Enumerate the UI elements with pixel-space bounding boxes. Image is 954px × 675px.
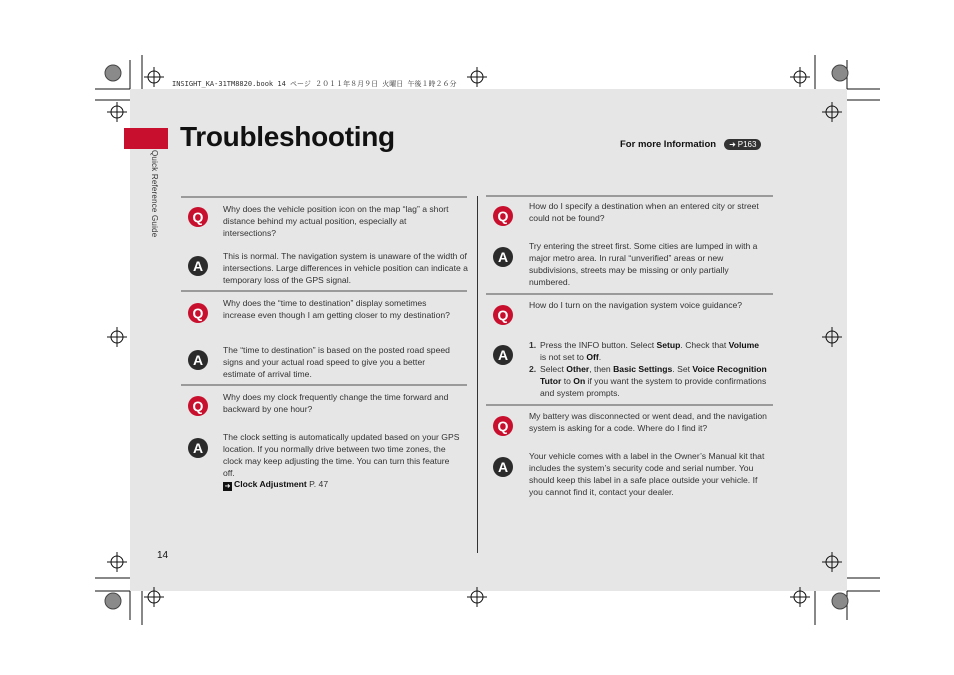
step-text: . xyxy=(598,352,602,362)
answer-badge: A xyxy=(188,256,208,276)
answer-text: The clock setting is automatically updated based on your GPS location. If you normally drive between two time zones, the clock may keep adjusting the time. You can turn this feature off. xyxy=(223,432,460,478)
print-header: INSIGHT_KA-31TM8820.book 14 ページ ２０１１年８月９日 火曜日 午後１時２６分 xyxy=(172,80,457,88)
separator xyxy=(181,290,467,292)
step-bold: Volume xyxy=(728,340,760,350)
question-text: Why does my clock frequently change the time forward and backward by one hour? xyxy=(223,392,449,414)
answer-badge: A xyxy=(188,350,208,370)
section-tab xyxy=(124,128,168,149)
side-section-label: Quick Reference Guide xyxy=(150,150,159,238)
separator xyxy=(486,195,773,197)
step-text: Press the INFO button. Select xyxy=(540,340,657,350)
question-badge: Q xyxy=(188,207,208,227)
more-info xyxy=(620,139,761,150)
step-item xyxy=(529,339,767,363)
more-info-label: For more Information xyxy=(620,139,717,150)
answer-badge: A xyxy=(493,345,513,365)
answer-badge: A xyxy=(188,438,208,458)
question-text: How do I specify a destination when an entered city or street could not be found? xyxy=(529,201,759,223)
step-number: 1. xyxy=(529,340,537,350)
separator xyxy=(181,196,467,198)
page-number: 14 xyxy=(157,550,169,561)
arrow-right-icon: ➜ xyxy=(729,140,736,149)
answer-text: Your vehicle comes with a label in the Owner’s Manual kit that includes the system’s security code and serial number. You should keep this label in a safe place outside your vehicle. If you cannot find it, contact your dealer. xyxy=(529,451,765,497)
reference-arrow-icon: ➜ xyxy=(224,483,231,490)
step-text: Select xyxy=(540,364,567,374)
question-badge: Q xyxy=(188,396,208,416)
cross-reference[interactable] xyxy=(223,478,463,491)
answer-badge: A xyxy=(493,457,513,477)
answer-text: This is normal. The navigation system is unaware of the width of intersections. Large differences in vehicle position can indicate a temporary loss of the GPS signal. xyxy=(223,251,468,285)
step-text: . Set xyxy=(672,364,693,374)
step-text: to xyxy=(561,376,574,386)
step-text: is not set to xyxy=(540,352,587,362)
step-item xyxy=(529,363,767,399)
question-badge: Q xyxy=(493,305,513,325)
step-bold: Voice Recognition Tutor xyxy=(540,364,767,386)
step-number: 2. xyxy=(529,364,537,374)
separator xyxy=(486,293,773,295)
column-divider xyxy=(477,196,478,553)
separator xyxy=(181,384,467,386)
page-title: Troubleshooting xyxy=(180,121,395,152)
question-text: Why does the vehicle position icon on the map “lag” a short distance behind my actual position, especially at intersections? xyxy=(223,204,449,238)
step-bold: On xyxy=(573,376,586,386)
reference-label: Clock Adjustment xyxy=(234,479,307,489)
answer-badge: A xyxy=(493,247,513,267)
step-bold: Setup xyxy=(656,340,681,350)
answer-text: The “time to destination” is based on the posted road speed signs and your actual road speed to give you a better estimate of arrival time. xyxy=(223,345,450,379)
step-bold: Other xyxy=(566,364,590,374)
question-text: How do I turn on the navigation system voice guidance? xyxy=(529,300,743,310)
separator xyxy=(486,404,773,406)
more-info-reference-link[interactable] xyxy=(724,139,761,150)
reference-page: P163 xyxy=(737,140,757,149)
question-badge: Q xyxy=(493,206,513,226)
answer-text: Try entering the street first. Some cities are lumped in with a major metro area. In rural “unverified” areas or new subdivisions, streets may be missing or only partially numbered. xyxy=(529,241,758,287)
step-text: , then xyxy=(589,364,614,374)
step-text: if you want the system to provide confirmations and system prompts. xyxy=(540,376,767,398)
question-text: My battery was disconnected or went dead, and the navigation system is asking for a code. Where do I find it? xyxy=(529,411,767,433)
question-text: Why does the “time to destination” display sometimes increase even though I am getting closer to my destination? xyxy=(223,298,450,320)
question-badge: Q xyxy=(188,303,208,323)
step-bold: Off xyxy=(586,352,599,362)
reference-page: P. 47 xyxy=(309,479,329,489)
question-badge: Q xyxy=(493,416,513,436)
step-bold: Basic Settings xyxy=(613,364,673,374)
step-text: . Check that xyxy=(680,340,729,350)
steps-list xyxy=(529,339,767,399)
